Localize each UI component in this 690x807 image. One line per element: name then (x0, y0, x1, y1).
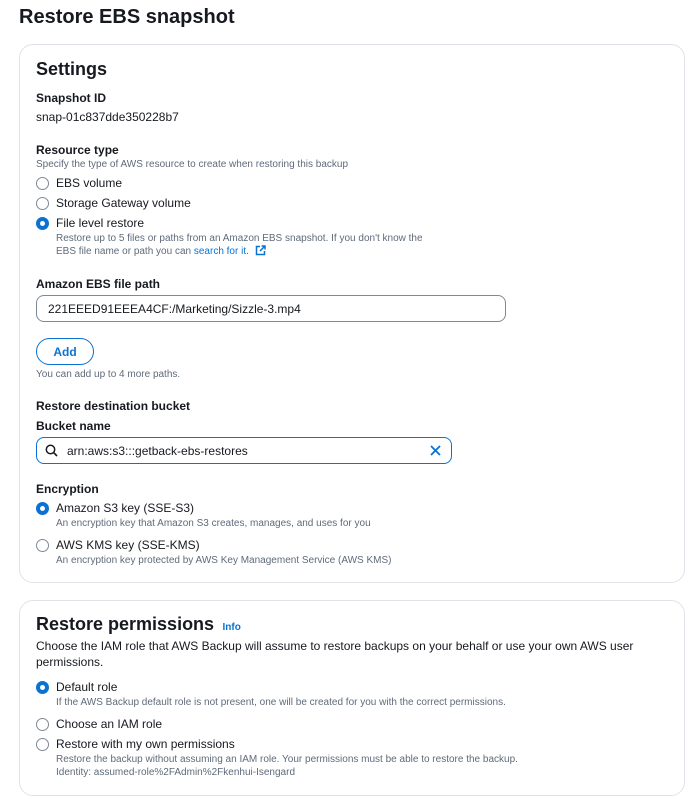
permissions-description: Choose the IAM role that AWS Backup will assume to restore backups on your behalf or use your own AWS user (36, 639, 634, 653)
radio-label: Choose an IAM role (56, 717, 163, 731)
encryption-label: Encryption (36, 482, 99, 496)
search-icon (45, 444, 58, 457)
radio-button[interactable] (36, 539, 49, 552)
resource-type-label: Resource type (36, 143, 119, 157)
file-path-value: 221EEED91EEEA4CF:/Marketing/Sizzle-3.mp4 (48, 301, 301, 316)
file-path-label: Amazon EBS file path (36, 277, 161, 291)
file-restore-description: Restore up to 5 files or paths from an Amazon EBS snapshot. If you don't know the (56, 233, 423, 244)
resource-type-description: Specify the type of AWS resource to create when restoring this backup (36, 159, 349, 170)
settings-heading: Settings (36, 59, 108, 79)
radio-own-permissions[interactable] (36, 737, 235, 751)
radio-label: Storage Gateway volume (56, 196, 191, 210)
radio-button[interactable] (36, 718, 49, 731)
radio-choose-iam-role[interactable] (36, 717, 162, 731)
sse-kms-description: An encryption key protected by AWS Key Management Service (AWS KMS) (56, 555, 392, 566)
file-restore-description-2: EBS file name or path you can search for it. (56, 245, 266, 258)
external-link-icon[interactable] (255, 245, 266, 256)
radio-button[interactable] (36, 177, 49, 190)
restore-permissions-panel (19, 600, 685, 796)
radio-button-selected[interactable] (36, 217, 49, 230)
add-path-button[interactable]: Add (36, 338, 94, 365)
radio-file-level-restore[interactable] (36, 216, 144, 230)
bucket-name-value: arn:aws:s3:::getback-ebs-restores (67, 443, 248, 458)
radio-storage-gateway-volume[interactable] (36, 196, 191, 210)
sse-s3-description: An encryption key that Amazon S3 creates, manages, and uses for you (56, 518, 371, 529)
page-title: Restore EBS snapshot (19, 6, 235, 28)
identity-text: Identity: assumed-role%2FAdmin%2Fkenhui-Isengard (56, 767, 296, 778)
radio-ebs-volume[interactable] (36, 176, 122, 190)
snapshot-id-label: Snapshot ID (36, 91, 107, 105)
settings-panel (19, 44, 685, 583)
radio-button[interactable] (36, 197, 49, 210)
destination-bucket-label: Restore destination bucket (36, 399, 191, 413)
info-link[interactable]: Info (222, 622, 241, 633)
radio-sse-s3[interactable] (36, 501, 194, 515)
radio-sse-kms[interactable] (36, 538, 200, 552)
radio-label: Default role (56, 680, 118, 694)
add-path-hint: You can add up to 4 more paths. (36, 369, 181, 380)
bucket-name-input[interactable] (36, 437, 452, 464)
default-role-description: If the AWS Backup default role is not present, one will be created for you with the correct permissions. (56, 697, 506, 708)
clear-icon[interactable] (430, 445, 441, 456)
bucket-name-label: Bucket name (36, 419, 111, 433)
permissions-heading: Restore permissions (36, 614, 215, 634)
own-permissions-description: Restore the backup without assuming an IAM role. Your permissions must be able to restore the backup. (56, 754, 518, 765)
radio-label: EBS volume (56, 176, 123, 190)
radio-label: Amazon S3 key (SSE-S3) (56, 501, 195, 515)
permissions-header (36, 614, 241, 635)
radio-button-selected[interactable] (36, 502, 49, 515)
radio-default-role[interactable] (36, 680, 117, 694)
snapshot-id-value: snap-01c837dde350228b7 (36, 110, 179, 124)
file-path-input[interactable] (36, 295, 506, 322)
radio-button[interactable] (36, 738, 49, 751)
radio-label: File level restore (56, 216, 145, 230)
permissions-description-2: permissions. (36, 655, 104, 669)
radio-label: AWS KMS key (SSE-KMS) (56, 538, 200, 552)
radio-label: Restore with my own permissions (56, 737, 235, 751)
radio-button-selected[interactable] (36, 681, 49, 694)
search-for-it-link[interactable]: search for it. (193, 246, 249, 257)
